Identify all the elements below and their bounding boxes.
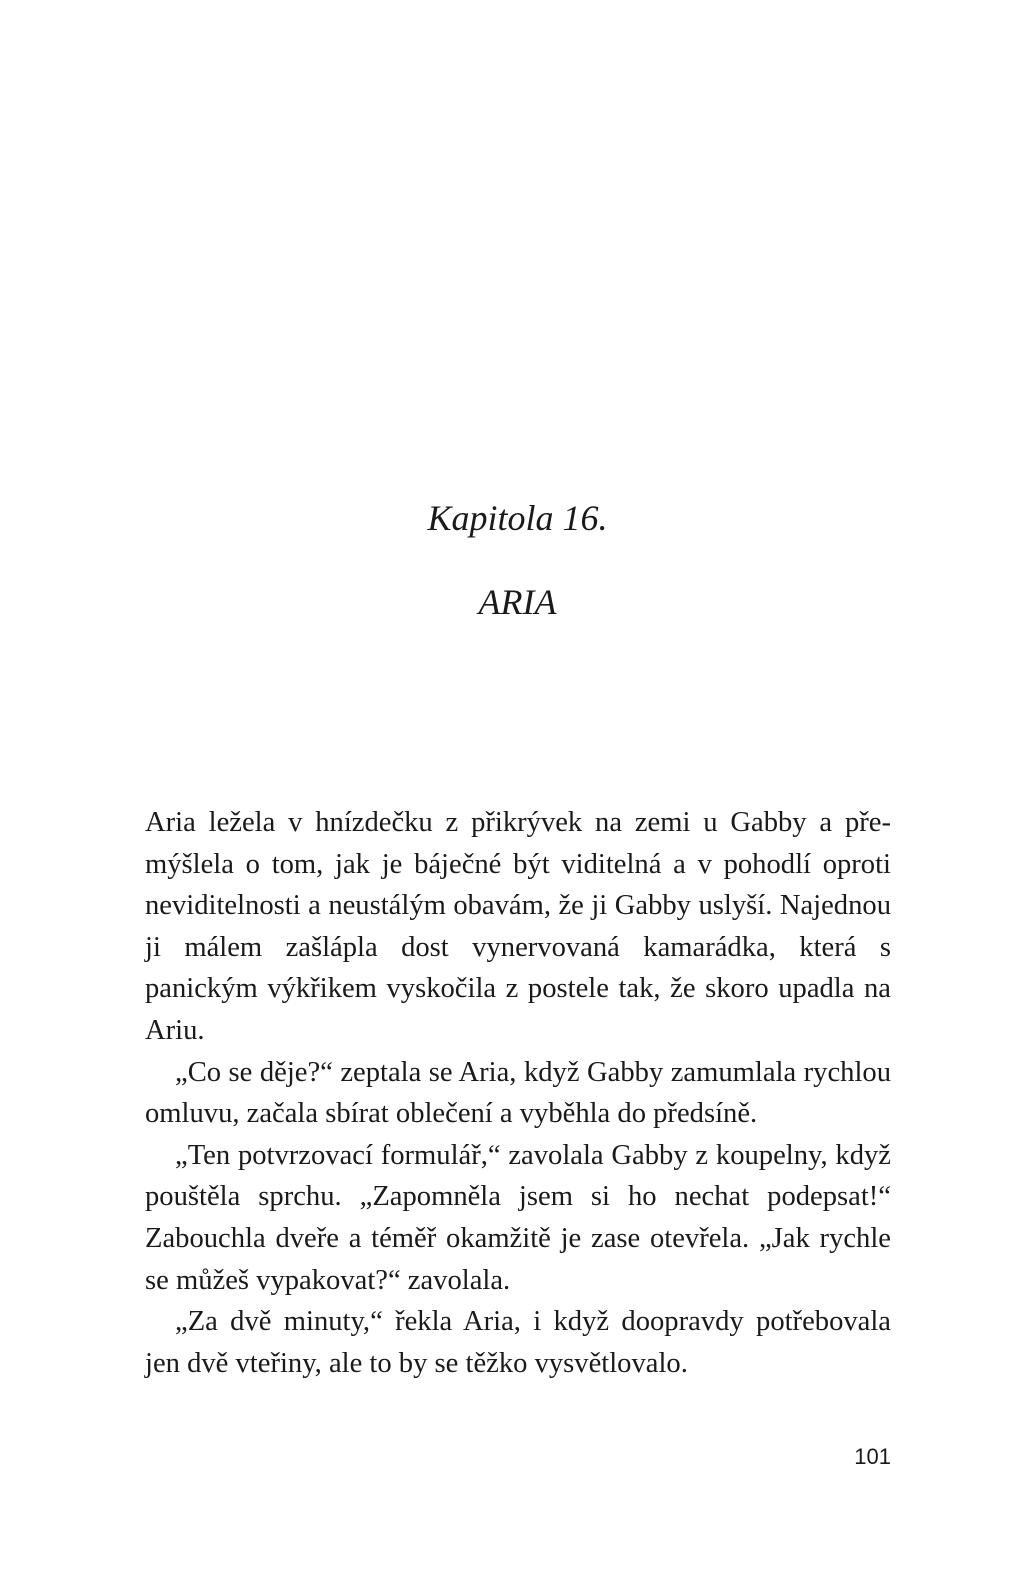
paragraph: Aria ležela v hnízdečku z přikrývek na zemi u Gabby a přemýšlela o tom, jak je báječné být viditelná a v pohodlí oproti neviditelnosti a neustálým obavám, že ji Gabby uslyší. Najednou ji málem zašlápla dost vynervovaná kamarádka, která s panickým výkřikem vyskočila z postele tak, že skoro upadla na Ariu. (145, 807, 891, 1046)
paragraph: „Co se děje?“ zeptala se Aria, když Gabby zamumlala rychlou omluvu, začala sbírat oblečení a vyběhla do předsíně. (145, 1056, 891, 1130)
paragraph: „Za dvě minuty,“ řekla Aria, i když doopravdy potřebovala jen dvě vteřiny, ale to by se těžko vysvětlovalo. (145, 1306, 891, 1379)
page-number: 101 (854, 1444, 891, 1469)
chapter-number: Kapitola 16. (427, 498, 608, 538)
paragraph: „Ten potvrzovací formulář,“ zavolala Gabby z koupelny, když pouštěla sprchu. „Zapomněla jsem si ho nechat podepsat!“ Zabouchla dveře a téměř okamžitě je zase otevřela. „Jak rychle se můžeš vypakovat?“ zavolala. (145, 1139, 891, 1296)
chapter-title: ARIA (478, 582, 557, 622)
chapter-body (145, 802, 891, 1384)
